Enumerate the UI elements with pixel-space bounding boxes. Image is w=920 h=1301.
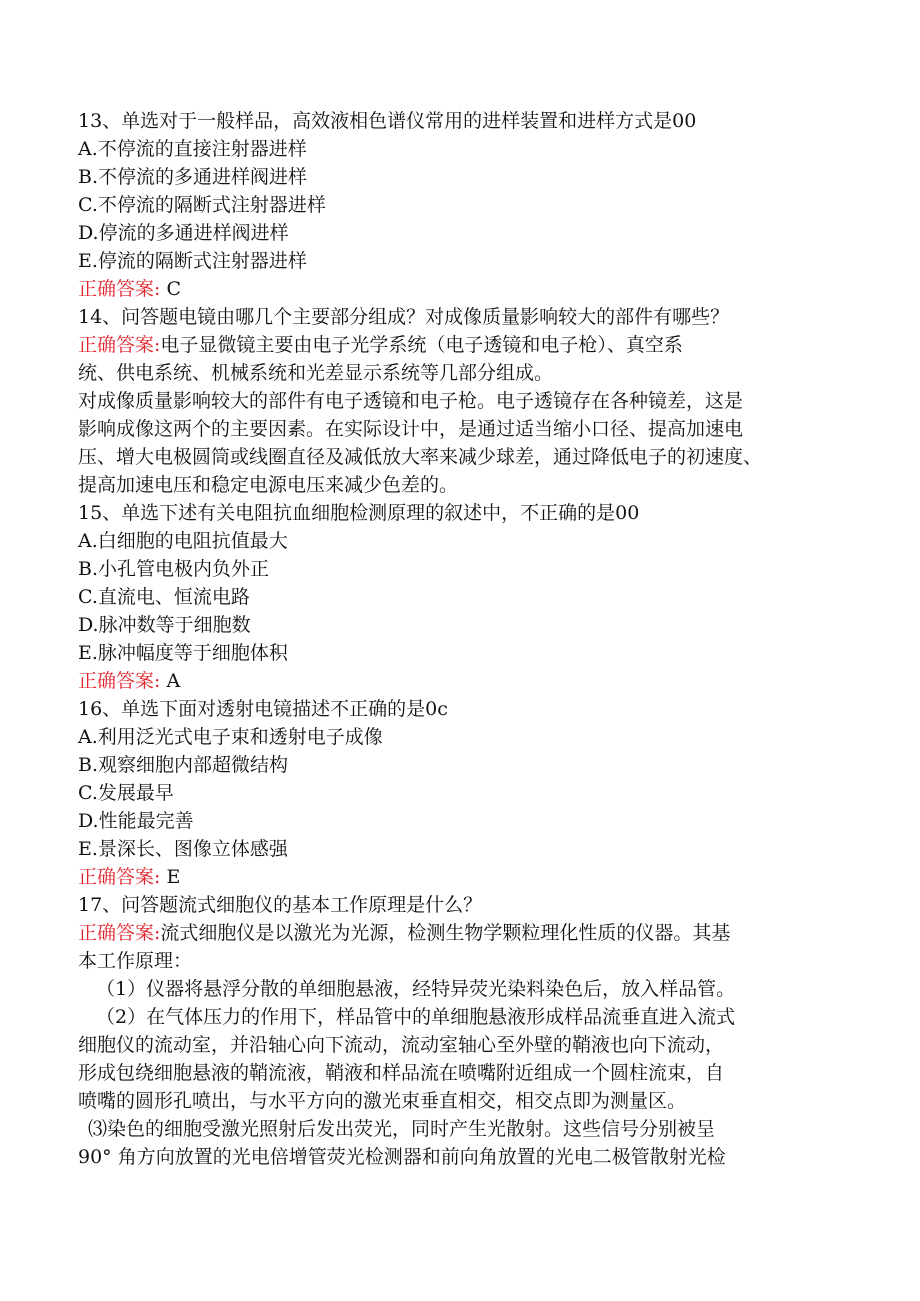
answer-row [78,863,838,891]
answer-label: 正确答案: [78,334,161,356]
answer-value: C [160,278,181,300]
question-14 [78,303,838,499]
step-2-continued: 喷嘴的圆形孔喷出，与水平方向的激光束垂直相交，相交点即为测量区。 [78,1090,687,1112]
answer-row [78,331,838,359]
answer-text-line: 电子显微镜主要由电子光学系统（电子透镜和电子枪）、真空系 [160,334,683,356]
step-2-continued: 细胞仪的流动室，并沿轴心向下流动，流动室轴心至外壁的鞘液也向下流动， [78,1034,725,1056]
option-e: E.脉冲幅度等于细胞体积 [78,642,288,664]
answer-row [78,275,838,303]
step-3-continued: 90° 角方向放置的光电倍增管荧光检测器和前向角放置的光电二极管散射光检 [78,1146,726,1168]
question-text: 16、单选下面对透射电镜描述不正确的是0c [78,698,448,720]
answer-row [78,919,838,947]
question-text: 13、单选对于一般样品，高效液相色谱仪常用的进样装置和进样方式是00 [78,110,697,132]
option-c: C.发展最早 [78,782,174,804]
answer-text-line: 对成像质量影响较大的部件有电子透镜和电子枪。电子透镜存在各种镜差，这是 [78,390,744,412]
question-13 [78,107,838,303]
answer-value: E [160,866,181,888]
question-text: 14、问答题电镜由哪几个主要部分组成？对成像质量影响较大的部件有哪些？ [78,306,730,328]
option-c: C.不停流的隔断式注射器进样 [78,194,326,216]
answer-text-line: 流式细胞仪是以激光为光源，检测生物学颗粒理化性质的仪器。其基 [160,922,731,944]
option-e: E.景深长、图像立体感强 [78,838,288,860]
question-16 [78,695,838,891]
option-d: D.性能最完善 [78,810,194,832]
step-3: ⑶染色的细胞受激光照射后发出荧光，同时产生光散射。这些信号分别被呈 [88,1118,716,1140]
step-2-continued: 形成包绕细胞悬液的鞘流液，鞘液和样品流在喷嘴附近组成一个圆柱流束，自 [78,1062,725,1084]
answer-value: A [160,670,181,692]
answer-text-line: 提高加速电压和稳定电源电压来减少色差的。 [78,474,459,496]
option-b: B.观察细胞内部超微结构 [78,754,289,776]
answer-text-line: 压、增大电极圆筒或线圈直径及减低放大率来减少球差，通过降低电子的初速度、 [78,446,763,468]
answer-label: 正确答案: [78,922,161,944]
option-a: A.不停流的直接注射器进样 [78,138,307,160]
option-b: B.小孔管电极内负外正 [78,558,270,580]
answer-text-line: 统、供电系统、机械系统和光差显示系统等几部分组成。 [78,362,554,384]
document-page [78,107,838,1171]
option-a: A.白细胞的电阻抗值最大 [78,530,288,552]
answer-row [78,667,838,695]
option-d: D.脉冲数等于细胞数 [78,614,251,636]
option-c: C.直流电、恒流电路 [78,586,250,608]
answer-label: 正确答案: [78,866,161,888]
question-text: 17、问答题流式细胞仪的基本工作原理是什么？ [78,894,483,916]
option-a: A.利用泛光式电子束和透射电子成像 [78,726,383,748]
answer-label: 正确答案: [78,278,161,300]
answer-label: 正确答案: [78,670,161,692]
step-2: （2）在气体压力的作用下，样品管中的单细胞悬液形成样品流垂直进入流式 [96,1006,736,1028]
question-17 [78,891,838,1171]
step-1: （1）仪器将悬浮分散的单细胞悬液，经特异荧光染料染色后，放入样品管。 [96,978,736,1000]
option-b: B.不停流的多通进样阀进样 [78,166,308,188]
answer-text-line: 影响成像这两个的主要因素。在实际设计中，是通过适当缩小口径、提高加速电 [78,418,744,440]
question-15 [78,499,838,695]
question-text: 15、单选下述有关电阻抗血细胞检测原理的叙述中，不正确的是00 [78,502,640,524]
option-d: D.停流的多通进样阀进样 [78,222,289,244]
answer-text-line: 本工作原理： [78,950,193,972]
option-e: E.停流的隔断式注射器进样 [78,250,307,272]
